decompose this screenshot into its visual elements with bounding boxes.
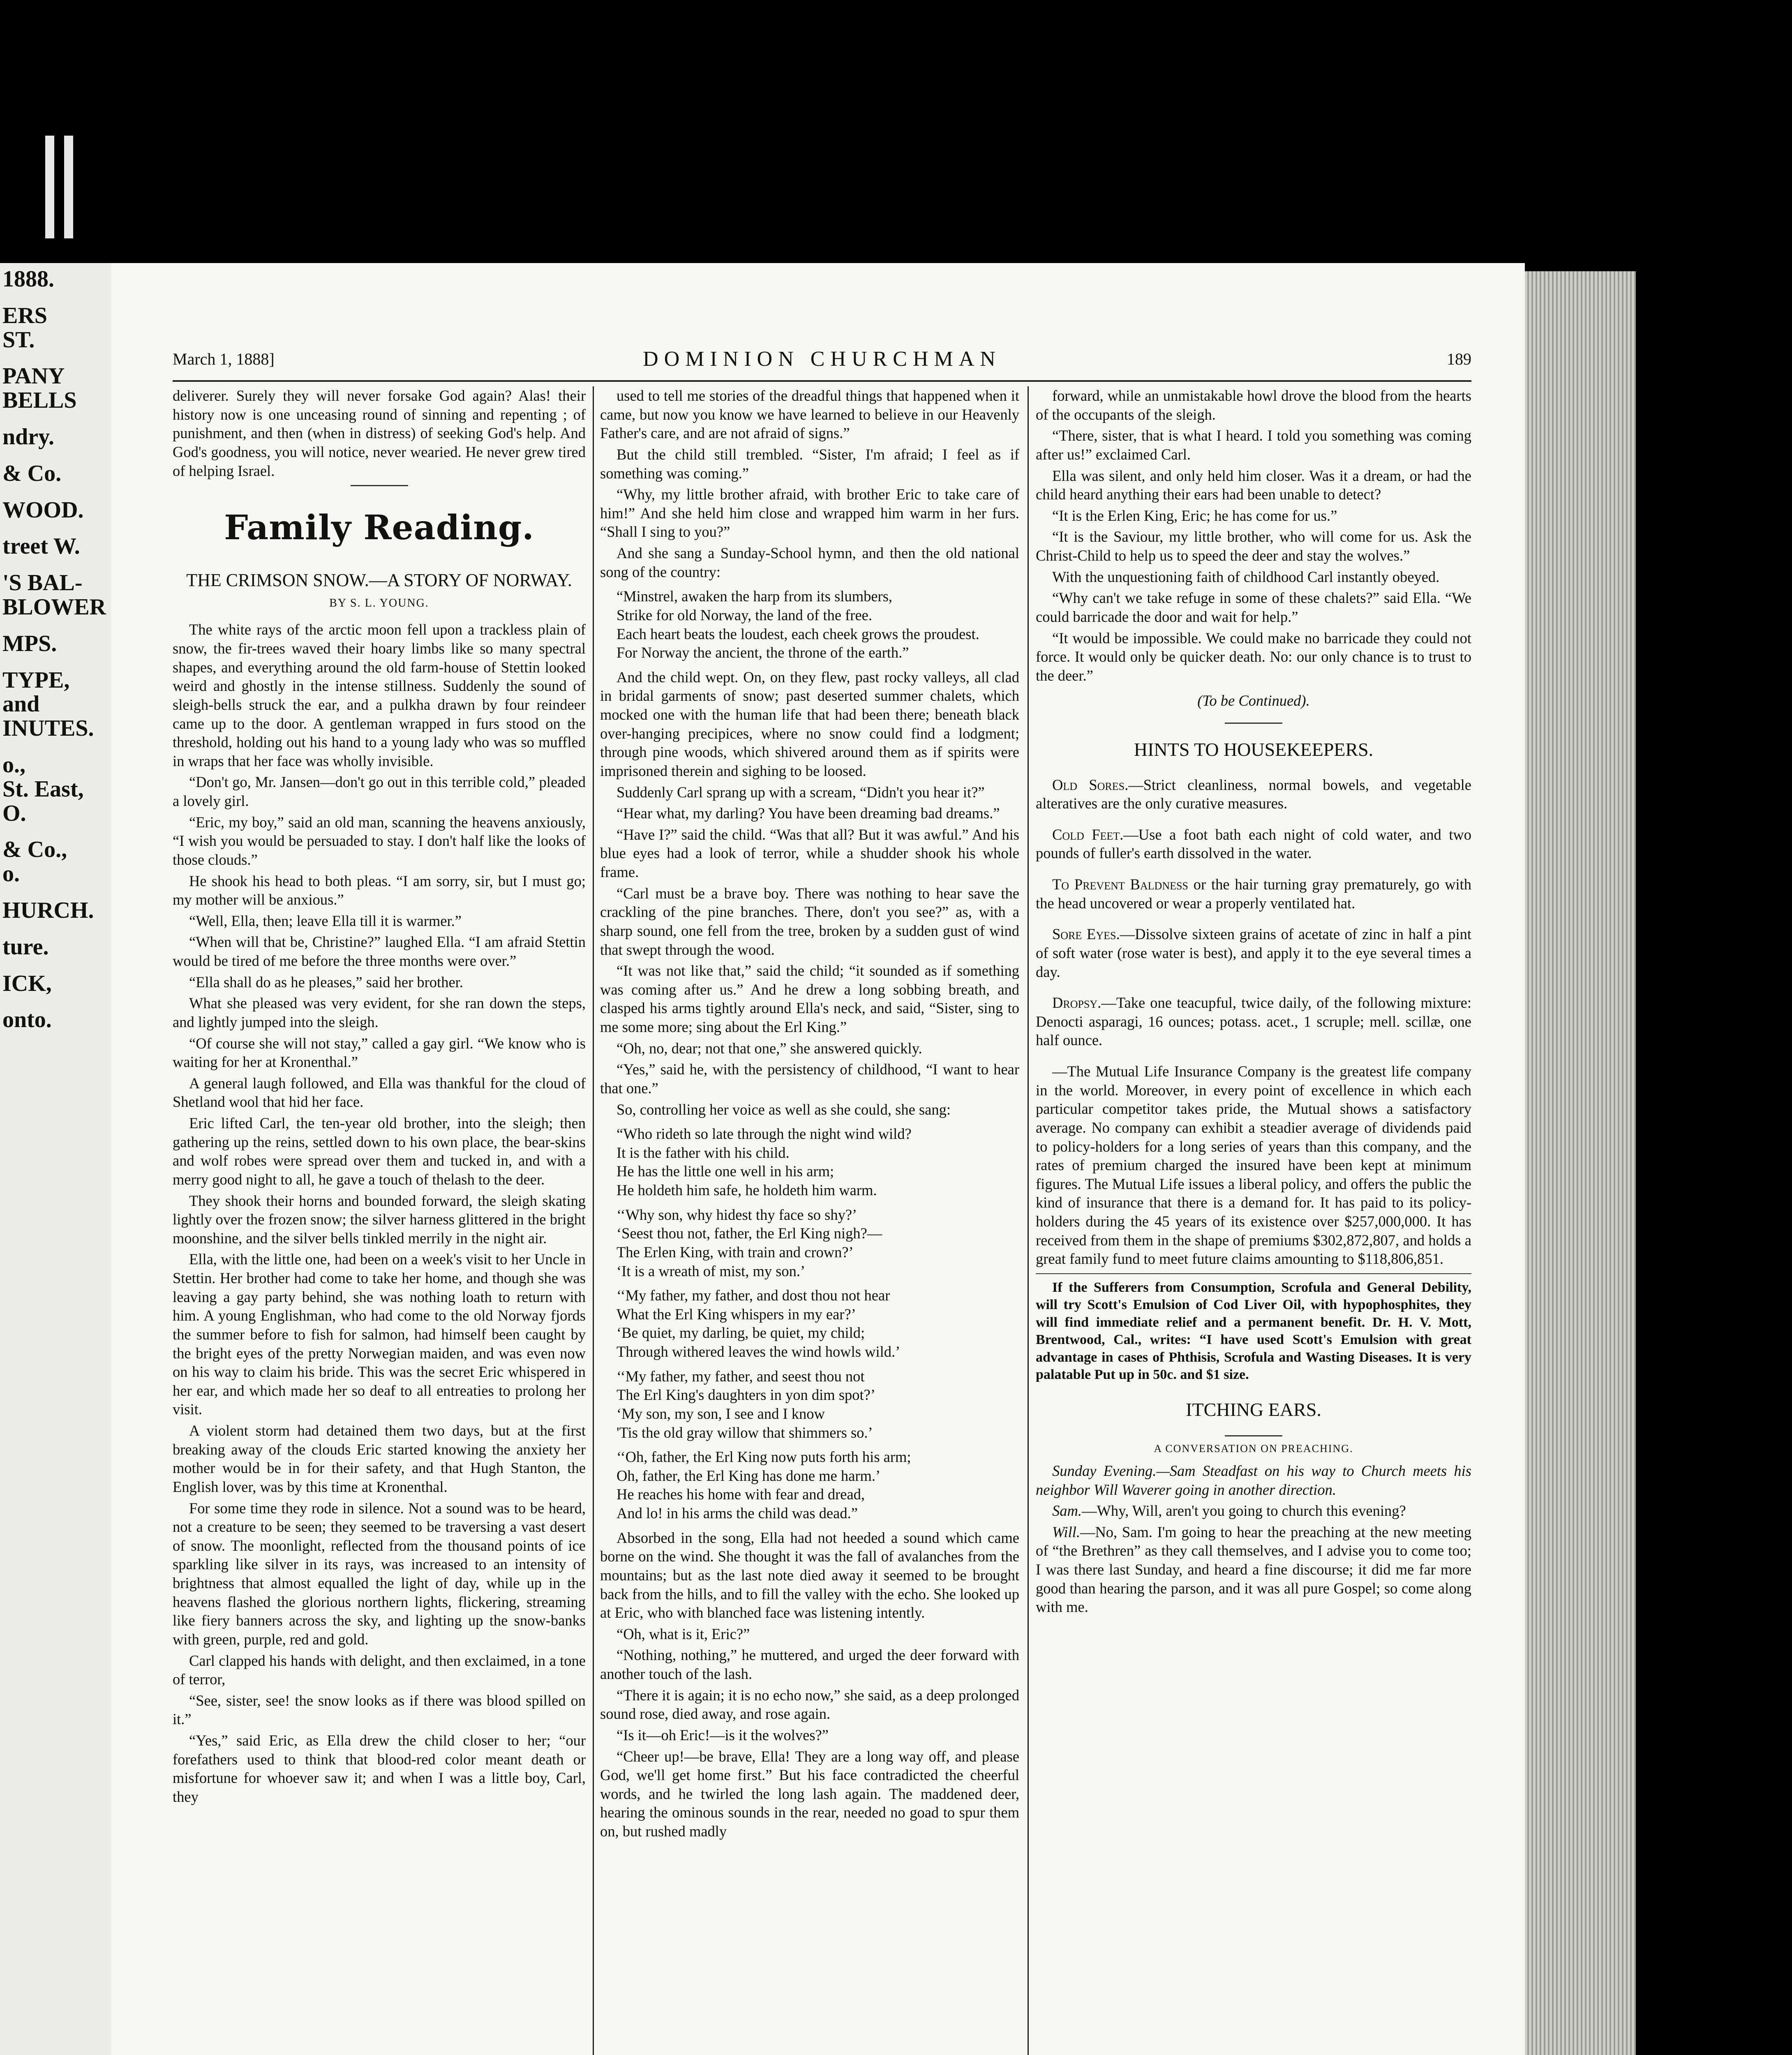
verse-line: 'Tis the old gray willow that shimmers so.’ xyxy=(617,1424,873,1441)
adjacent-page-fragment: PANY BELLS xyxy=(2,363,77,413)
itching-ears-intro: Sunday Evening.—Sam Steadfast on his way to Church meets his neighbor Will Waverer going in another direction. xyxy=(1036,1462,1471,1498)
paragraph: A violent storm had detained them two days, but at the first breaking away of the clouds Eric started knowing the anxiety her mother would be in for their safety, and that Hugh Stanton, the English lover, was by this time at Kronenthal. xyxy=(173,1422,586,1495)
verse-line: What the Erl King whispers in my ear?’ xyxy=(617,1305,856,1323)
verse-line: ‘It is a wreath of mist, my son.’ xyxy=(617,1262,806,1279)
paragraph: “Don't go, Mr. Jansen—don't go out in this terrible cold,” pleaded a lovely girl. xyxy=(173,774,586,810)
paragraph: “Cheer up!—be brave, Ella! They are a long way off, and please God, we'll get home first.” But his face contradicted the cheerful words, and he twirled the long lash again. The maddened deer, hearing the ominous sounds in the rear, needed no goad to spur them on, but rushed madly xyxy=(600,1748,1019,1840)
paragraph: “When will that be, Christine?” laughed Ella. “I am afraid Stettin would be tired of me before the three months were over.” xyxy=(173,933,586,970)
verse-line: He reaches his home with fear and dread, xyxy=(617,1486,865,1503)
hint-item xyxy=(1036,776,1471,813)
adjacent-page-fragment: & Co., o. xyxy=(2,837,67,887)
verse-line: Strike for old Norway, the land of the free. xyxy=(617,606,872,623)
paragraph: For some time they rode in silence. Not a sound was to be heard, not a creature to be seen; they seemed to be traversing a vast desert of snow. The moonlight, reflected from the thousand points of ice sparkling like silver in its rays, was increased to an intensity of brightness that almost equalled the light of day, while up in the heavens flashed the glorious northern lights, flickering, streaming like fiery banners across the sky, and lighting up the snow-banks with green, purple, red and gold. xyxy=(173,1499,586,1648)
column-3 xyxy=(1036,386,1471,2055)
paragraph: “Have I?” said the child. “Was that all? But it was awful.” And his blue eyes had a look of terror, while a shudder shook his whole frame. xyxy=(600,826,1019,880)
issue-date: March 1, 1888] xyxy=(173,350,275,368)
paragraph: “It is the Saviour, my little brother, who will come for us. Ask the Christ-Child to help us to speed the deer and stay the wolves.” xyxy=(1036,528,1471,564)
verse-line: And lo! in his arms the child was dead.” xyxy=(617,1505,858,1522)
dialogue-line xyxy=(1036,1523,1471,1616)
story-body xyxy=(173,620,586,1806)
verse-line: ‘‘My father, my father, and dost thou not hear xyxy=(617,1287,890,1304)
adjacent-page-fragment: TYPE, and INUTES. xyxy=(2,667,94,741)
verse-line: “Minstrel, awaken the harp from its slumbers, xyxy=(617,588,893,605)
hint-lead: Sore Eyes. xyxy=(1052,926,1120,943)
adjacent-page-fragment: 1888. xyxy=(2,266,54,292)
story-body-continued xyxy=(600,668,1019,1119)
verse-line: ‘Seest thou not, father, the Erl King nigh?— xyxy=(617,1225,882,1242)
paragraph: The white rays of the arctic moon fell upon a trackless plain of snow, the fir-trees waved their hoary limbs like so many spectral shapes, and everything around the old farm-house of Stettin looked weird and ghostly in the intense stillness. Suddenly the sound of sleigh-bells struck the ear, and a pulkha drawn by four reindeer came up to the door. A gentleman wrapped in furs stood on the threshold, holding out his hand to a young lady who was so muffled in wraps that her face was wholly invisible. xyxy=(173,621,586,769)
verse-line: It is the father with his child. xyxy=(617,1144,790,1161)
hint-lead: Old Sores. xyxy=(1052,776,1129,793)
adjacent-page-fragment: ERS ST. xyxy=(2,302,47,353)
dialogue xyxy=(1036,1501,1471,1616)
paragraph: “Eric, my boy,” said an old man, scanning the heavens anxiously, “I wish you would be persuaded to stay. I don't half like the looks of those clouds.” xyxy=(173,813,586,868)
byline: BY S. L. YOUNG. xyxy=(329,597,429,610)
paragraph: used to tell me stories of the dreadful things that happened when it came, but now you know we have learned to believe in our Heavenly Father's care, and are not afraid of signs.” xyxy=(600,387,1019,442)
speaker: Sam. xyxy=(1052,1502,1082,1519)
hint-lead: Cold Feet. xyxy=(1052,826,1124,843)
paragraph: “It is the Erlen King, Eric; he has come for us.” xyxy=(1052,507,1337,524)
verse-erl-king xyxy=(617,1124,1019,1200)
paragraph: “Yes,” said Eric, as Ella drew the child closer to her; “our forefathers used to think that blood-red color meant death or misfortune for whoever saw it; and when I was a little boy, Carl, they xyxy=(173,1732,586,1805)
paragraph: “Carl must be a brave boy. There was nothing to hear save the crackling of the pine branches. There, don't you see?” as, with a sharp sound, one fell from the tree, broken by a sudden gust of wind that swept through the wood. xyxy=(600,884,1019,958)
paragraph: “Hear what, my darling? You have been dreaming bad dreams.” xyxy=(617,805,1000,822)
verse-line: Each heart beats the loudest, each cheek grows the proudest. xyxy=(617,625,979,642)
verse-line: Through withered leaves the wind howls wild.’ xyxy=(617,1343,901,1360)
hint-text: —Take one teacupful, twice daily, of the following mixture: Denocti asparagi, 16 ounces; potass. acet., 1 scruple; mell. scillæ, one half ounce. xyxy=(1036,994,1471,1049)
verse-line: He has the little one well in his arm; xyxy=(617,1163,834,1180)
paragraph: But the child still trembled. “Sister, I'm afraid; I feel as if something was coming.” xyxy=(600,446,1019,482)
paragraph: “Oh, no, dear; not that one,” she answered quickly. xyxy=(617,1039,922,1057)
publication-title: DOMINION CHURCHMAN xyxy=(643,347,1001,371)
paragraph: “It would be impossible. We could make no barricade they could not force. It would only be quicker death. No: our only chance is to trust to the deer.” xyxy=(1036,629,1471,684)
verse-line: The Erl King's daughters in yon dim spot?’ xyxy=(617,1386,876,1404)
verse-line: ‘Be quiet, my darling, be quiet, my child; xyxy=(617,1324,865,1342)
scott-emulsion-ad: If the Sufferers from Consumption, Scrofula and General Debility, will try Scott's Emulsion of Cod Liver Oil, with hypophosphites, they will find immediate relief and a permanent benefit. Dr. H. V. Mott, Brentwood, Cal., writes: “I have used Scott's Emulsion with great advantage in cases of Phthisis, Scrofula and Wasting Diseases. It is very palatable Put up in 50c. and $1 size. xyxy=(1036,1279,1471,1383)
hint-text: —Dissolve sixteen grains of acetate of zinc in half a pint of soft water (rose water is best), and apply it to the eye several times a day. xyxy=(1036,926,1471,980)
verse-erl-king xyxy=(617,1205,1019,1281)
paragraph: “Of course she will not stay,” called a gay girl. “We know who is waiting for her at Kronenthal.” xyxy=(173,1034,586,1071)
hint-text: —Use a foot bath each night of cold water, and two pounds of fuller's earth dissolved in the water. xyxy=(1036,826,1471,862)
verse-line: ‘My son, my son, I see and I know xyxy=(617,1405,825,1422)
verse-erl-king xyxy=(617,1448,1019,1523)
story-body-continued xyxy=(600,386,1019,581)
paragraph: With the unquestioning faith of childhood Carl instantly obeyed. xyxy=(1052,568,1440,585)
story-body-continued xyxy=(1036,386,1471,685)
adjacent-page-fragment: & Co. xyxy=(2,460,62,486)
paragraph: “See, sister, see! the snow looks as if there was blood spilled on it.” xyxy=(173,1692,586,1728)
page-number: 189 xyxy=(1447,350,1471,368)
paragraph: They shook their horns and bounded forward, the sleigh skating lightly over the frozen snow; the silver harness glittered in the bright moonshine, and the silver bells tinkled merrily in the night air. xyxy=(173,1192,586,1247)
paragraph: Ella, with the little one, had been on a week's visit to her Uncle in Stettin. Her brother had come to take her home, and though she was leaving a gay party behind, she was nothing loath to return with him. A young Englishman, who had come to the old Norway fjords the summer before to fish for salmon, had himself been caught by the bright eyes of the pretty Norwegian maiden, and was even now on his way to claim his bride. This was the secret Eric whispered in her ear, and which made her so deaf to all entreaties to prolong her visit. xyxy=(173,1251,586,1418)
paragraph: “Why can't we take refuge in some of these chalets?” said Ella. “We could barricade the door and wait for help.” xyxy=(1036,589,1471,625)
hint-item xyxy=(1036,993,1471,1050)
itching-ears-title: ITCHING EARS. xyxy=(1186,1399,1321,1420)
paragraph: What she pleased was very evident, for she ran down the steps, and lightly jumped into the sleigh. xyxy=(173,995,586,1030)
column-rule-2 xyxy=(1028,386,1029,2055)
divider xyxy=(1225,1435,1282,1436)
adjacent-page-fragment: HURCH. xyxy=(2,897,94,923)
adjacent-page-fragment: o., St. East, O. xyxy=(2,752,84,826)
column-rule-1 xyxy=(593,386,594,2055)
verse-line: ‘‘Oh, father, the Erl King now puts forth his arm; xyxy=(617,1448,911,1466)
adjacent-page-fragment: onto. xyxy=(2,1007,52,1033)
verse-line: The Erlen King, with train and crown?’ xyxy=(617,1243,854,1261)
column-2 xyxy=(600,386,1019,2055)
verse-line: ‘‘My father, my father, and seest thou not xyxy=(617,1367,865,1385)
paragraph: “It was not like that,” said the child; “it sounded as if something was coming after us.” And he drew a long sobbing breath, and clasped his arms tightly around Ella's neck, and said, “Sister, sing to me some more; sing about the Erl King.” xyxy=(600,962,1019,1035)
hint-item xyxy=(1036,825,1471,863)
paragraph: “Ella shall do as he pleases,” said her brother. xyxy=(189,973,463,991)
divider xyxy=(1036,1273,1471,1274)
newspaper-page xyxy=(111,263,1525,2055)
dialogue-text: —No, Sam. I'm going to hear the preaching at the new meeting of “the Brethren” as they call themselves, and I advise you to come too; I was there last Sunday, and heard a fine discourse; it did me far more good than hearing the parson, and it was all pure Gospel; so come along with me. xyxy=(1036,1523,1471,1616)
verse-line: For Norway the ancient, the throne of the earth.” xyxy=(617,644,909,661)
verse-line: “Who rideth so late through the night wind wild? xyxy=(617,1125,912,1143)
paragraph: “Why, my little brother afraid, with brother Eric to take care of him!” And she held him close and wrapped him warm in her furs. “Shall I sing to you?” xyxy=(600,486,1019,540)
hint-lead: Dropsy. xyxy=(1052,994,1102,1011)
paragraph: Ella was silent, and only held him closer. Was it a dream, or had the child heard anything their ears had been unable to detect? xyxy=(1036,467,1471,503)
adjacent-page-fragment: ICK, xyxy=(2,970,52,996)
paragraph: “There, sister, that is what I heard. I told you something was coming after us!” exclaimed Carl. xyxy=(1036,427,1471,463)
paragraph: “Is it—oh Eric!—is it the wolves?” xyxy=(617,1726,829,1743)
paragraph: So, controlling her voice as well as she could, she sang: xyxy=(617,1101,951,1118)
adjacent-page-fragment: ture. xyxy=(2,934,49,960)
hint-item xyxy=(1036,875,1471,912)
adjacent-page-sliver xyxy=(0,263,111,2055)
dialogue-line xyxy=(1036,1501,1471,1520)
verse-national-song xyxy=(617,587,1019,662)
hint-lead: To Prevent Baldness xyxy=(1052,876,1188,893)
column-1 xyxy=(173,386,586,2055)
paragraph: He shook his head to both pleas. “I am sorry, sir, but I must go; my mother will be anxious.” xyxy=(173,872,586,908)
page-header xyxy=(173,349,1471,382)
paragraph: Absorbed in the song, Ella had not heeded a sound which came borne on the wind. She thought it was the fall of avalanches from the mountains; but as the last note died away it seemed to be brought back from the hills, and to fill the valley with the echo. She looked up at Eric, who with blanched face was listening intently. xyxy=(600,1529,1019,1621)
verse-line: He holdeth him safe, he holdeth him warm. xyxy=(617,1182,877,1198)
speaker: Will. xyxy=(1052,1523,1080,1540)
verse-erl-king xyxy=(617,1367,1019,1442)
to-be-continued: (To be Continued). xyxy=(1197,692,1310,709)
paragraph: “Oh, what is it, Eric?” xyxy=(617,1625,750,1642)
divider xyxy=(351,485,408,486)
adjacent-page-fragment: ndry. xyxy=(2,424,55,450)
itching-ears-subtitle: A CONVERSATION ON PREACHING. xyxy=(1154,1443,1353,1455)
film-edge-marks-top xyxy=(45,136,78,238)
intro-paragraph: deliverer. Surely they will never forsake God again? Alas! their history now is one unceasing round of sinning and repenting ; of punishment, and then (when in distress) of seeking God's help. And God's goodness, you will notice, never wearied. He never grew tired of helping Israel. xyxy=(173,387,586,479)
hints-list xyxy=(1036,776,1471,1050)
paragraph: Suddenly Carl sprang up with a scream, “Didn't you hear it?” xyxy=(617,783,985,801)
paragraph: Carl clapped his hands with delight, and then exclaimed, in a tone of terror, xyxy=(173,1652,586,1688)
book-page-edges xyxy=(1525,271,1636,2055)
mutual-life-notice: —The Mutual Life Insurance Company is the greatest life company in the world. Moreover, in every point of excellence in which each particular competitor takes pride, the Mutual shows a satisfactory average. No company can exhibit a steadier average of dividends paid to policy-holders for a long series of years than this company, and the rates of premium charged the insured have been kept at minimum figures. The Mutual Life issues a liberal policy, and offers the public the kind of insurance that there is a demand for. It has paid to its policy-holders during the 45 years of its existence over $257,000,000. It has received from them in the shape of premiums $302,872,807, and holds a great family fund to meet future claims amounting to $118,806,851. xyxy=(1036,1063,1471,1268)
paragraph: “Well, Ella, then; leave Ella till it is warmer.” xyxy=(189,912,462,929)
adjacent-page-fragment: MPS. xyxy=(2,630,57,656)
verse-line: Oh, father, the Erl King has done me harm.’ xyxy=(617,1467,881,1484)
hint-item xyxy=(1036,925,1471,981)
paragraph: forward, while an unmistakable howl drove the blood from the hearts of the occupants of the sleigh. xyxy=(1036,387,1471,423)
verse-erl-king xyxy=(617,1286,1019,1361)
divider xyxy=(1225,723,1282,724)
paragraph: “Yes,” said he, with the persistency of childhood, “I want to hear that one.” xyxy=(600,1061,1019,1097)
paragraph: “Nothing, nothing,” he muttered, and urged the deer forward with another touch of the lash. xyxy=(600,1646,1019,1682)
story-title: THE CRIMSON SNOW.—A STORY OF NORWAY. xyxy=(186,570,572,590)
paragraph: And she sang a Sunday-School hymn, and then the old national song of the country: xyxy=(600,545,1019,580)
hint-text: —Strict cleanliness, normal bowels, and vegetable alteratives are the only curative measures. xyxy=(1036,776,1471,812)
header-rule xyxy=(173,380,1471,382)
adjacent-page-fragment: treet W. xyxy=(2,533,80,559)
paragraph: “There it is again; it is no echo now,” she said, as a deep prolonged sound rose, died away, and rose again. xyxy=(600,1686,1019,1723)
paragraph: A general laugh followed, and Ella was thankful for the cloud of Shetland wool that hid her face. xyxy=(173,1074,586,1111)
story-body-continued xyxy=(600,1529,1019,1841)
section-masthead: Family Reading. xyxy=(224,508,534,548)
hints-title: HINTS TO HOUSEKEEPERS. xyxy=(1134,739,1374,760)
adjacent-page-fragment: WOOD. xyxy=(2,497,84,523)
verse-line: ‘‘Why son, why hidest thy face so shy?’ xyxy=(617,1206,857,1223)
adjacent-page-fragment: 'S BAL- BLOWER xyxy=(2,570,106,620)
paragraph: Eric lifted Carl, the ten-year old brother, into the sleigh; then gathering up the reins, settled down to his own place, the bear-skins and wolf robes were spread over them and tucked in, and with a merry good night to all, he gave a touch of thelash to the deer. xyxy=(173,1115,586,1188)
paragraph: And the child wept. On, on they flew, past rocky valleys, all clad in bridal garments of snow; past deserted summer chalets, which mocked one with the human life that had been there; beneath black over-hanging precipices, where no snow could find a lodgment; through pine woods, which shivered around them as if spirits were imprisoned therein and sighing to be loosed. xyxy=(600,668,1019,779)
dialogue-text: —Why, Will, aren't you going to church this evening? xyxy=(1081,1502,1406,1519)
hint-text: or the hair turning gray prematurely, go with the head uncovered or wear a properly ventilated hat. xyxy=(1036,876,1471,912)
